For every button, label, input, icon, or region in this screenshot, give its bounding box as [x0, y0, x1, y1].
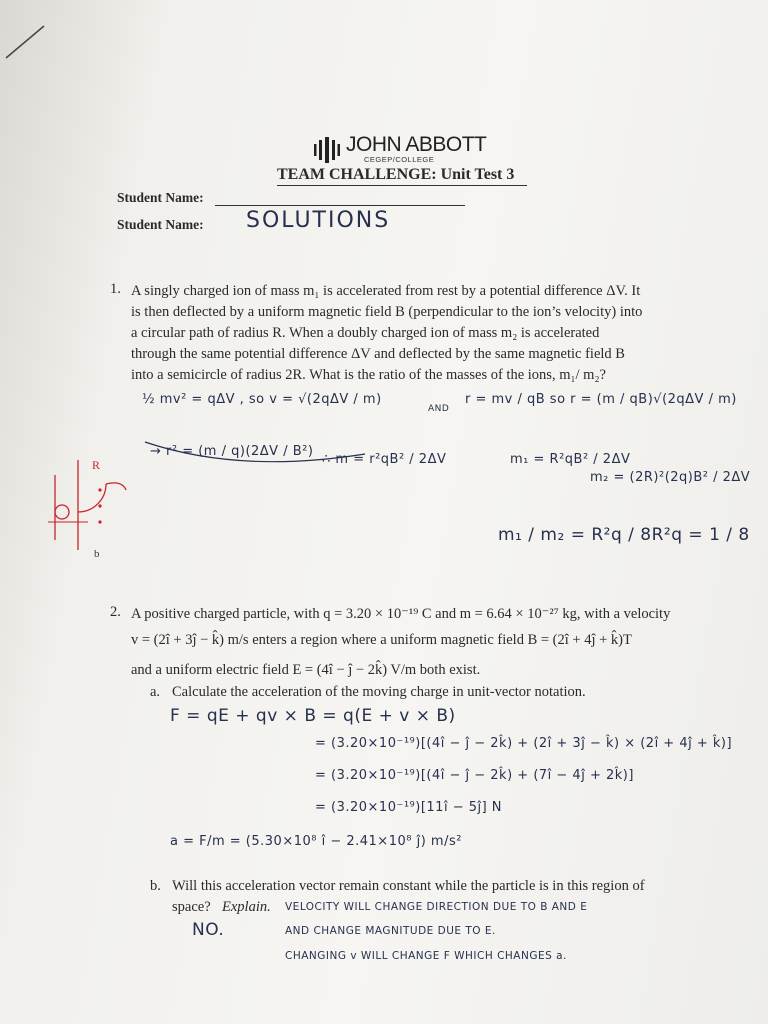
student-name-label-2: Student Name:	[117, 217, 204, 232]
student-name-line-1	[215, 205, 465, 206]
q1-line-2: is then deflected by a uniform magnetic field B (perpendicular to the ion’s velocity) into	[131, 304, 643, 320]
q2b-label: b.	[150, 878, 161, 894]
logo-name: JOHN ABBOTT	[346, 133, 487, 156]
q1-work-eq7: m₁ / m₂ = R²q / 8R²q = 1 / 8	[498, 525, 750, 545]
q2b-answer-1: VELOCITY WILL CHANGE DIRECTION DUE TO B AND E	[285, 901, 588, 913]
page-title: TEAM CHALLENGE: Unit Test 3	[277, 166, 515, 183]
q2b-answer-no: NO.	[192, 920, 225, 940]
q2a-label: a.	[150, 684, 161, 700]
q1-sketch-label-b: b	[94, 548, 100, 560]
q2-line-1: A positive charged particle, with q = 3.20 × 10⁻¹⁹ C and m = 6.64 × 10⁻²⁷ kg, with a velocity	[131, 606, 671, 622]
college-logo	[312, 135, 486, 164]
q2a-work-1: F = qE + qv × B = q(E + v × B)	[170, 706, 456, 726]
title-underline	[277, 185, 527, 186]
q1-work-eq3: → r² = (m / q)(2ΔV / B²)	[150, 444, 314, 459]
q1-line-1: A singly charged ion of mass m₁ is accelerated from rest by a potential difference ΔV. It	[131, 283, 641, 299]
logo-subtitle: CEGEP/COLLEGE	[364, 155, 435, 164]
q2b-text-2: space?	[172, 899, 211, 915]
q1-line-5: into a semicircle of radius 2R. What is the ratio of the masses of the ions, m₁/ m₂?	[131, 367, 606, 383]
q2-line-2: v = (2î + 3ĵ − k̂) m/s enters a region where a uniform magnetic field B = (2î + 4ĵ + k̂)T	[131, 632, 632, 648]
q1-work-eq4: ∴ m = r²qB² / 2ΔV	[322, 452, 447, 467]
q2b-answer-3: CHANGING v WILL CHANGE F WHICH CHANGES a.	[285, 950, 567, 962]
q2a-work-4: = (3.20×10⁻¹⁹)[11î − 5ĵ] N	[315, 800, 503, 815]
q2a-text: Calculate the acceleration of the moving charge in unit-vector notation.	[172, 684, 586, 700]
q1-number: 1.	[110, 281, 121, 297]
q1-sketch-label-r: R	[92, 458, 101, 472]
q2b-text-1: Will this acceleration vector remain constant while the particle is in this region of	[172, 878, 645, 894]
q1-work-eq2: r = mv / qB so r = (m / qB)√(2qΔV / m)	[465, 392, 737, 407]
q1-line-3: a circular path of radius R. When a doubly charged ion of mass m₂ is accelerated	[131, 325, 600, 341]
q2a-work-3: = (3.20×10⁻¹⁹)[(4î − ĵ − 2k̂) + (7î − 4ĵ + 2k̂)]	[315, 768, 634, 783]
q2-line-3: and a uniform electric field E = (4î − ĵ − 2k̂) V/m both exist.	[131, 662, 481, 678]
student-name-value: SOLUTIONS	[246, 208, 391, 233]
logo-bars-icon	[312, 136, 342, 164]
q1-line-4: through the same potential difference ΔV and deflected by the same magnetic field B	[131, 346, 625, 362]
q1-work-eq5: m₁ = R²qB² / 2ΔV	[510, 452, 631, 467]
q2a-work-5: a = F/m = (5.30×10⁸ î − 2.41×10⁸ ĵ) m/s²	[170, 834, 462, 849]
q2b-explain: Explain.	[222, 899, 271, 915]
q1-work-eq1: ½ mv² = qΔV , so v = √(2qΔV / m)	[142, 392, 382, 407]
q2a-work-2: = (3.20×10⁻¹⁹)[(4î − ĵ − 2k̂) + (2î + 3ĵ − k̂) × (2î + 4ĵ + k̂)]	[315, 736, 733, 751]
check-mark-icon	[0, 10, 60, 70]
q2-number: 2.	[110, 604, 121, 620]
q1-work-and: AND	[428, 404, 450, 414]
q2b-answer-2: AND CHANGE MAGNITUDE DUE TO E.	[285, 925, 496, 937]
student-name-label-1: Student Name:	[117, 190, 204, 205]
q1-work-eq6: m₂ = (2R)²(2q)B² / 2ΔV	[590, 470, 751, 485]
